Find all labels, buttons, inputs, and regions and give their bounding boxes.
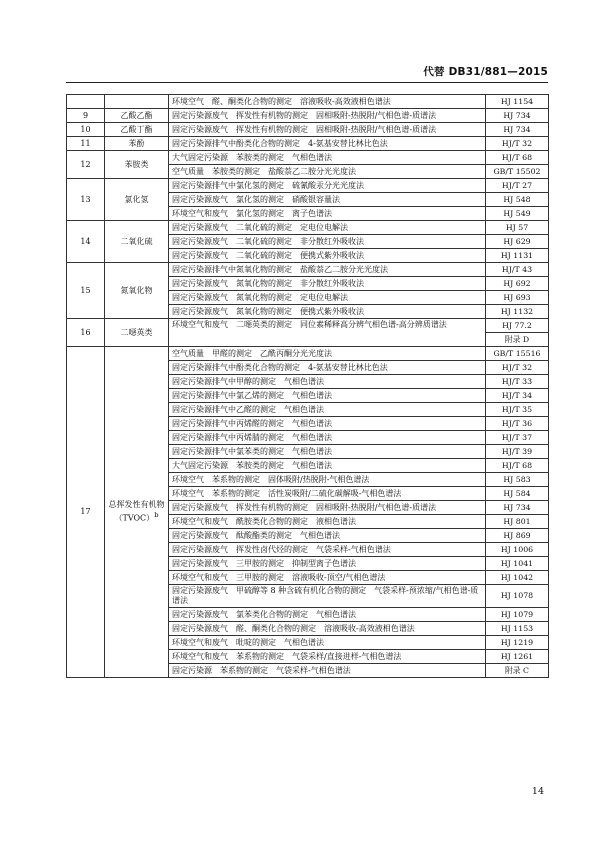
- standard-code: HJ/T 35: [486, 403, 549, 417]
- table-row: [67, 95, 549, 109]
- method-text: 固定污染源废气 二氧化硫的测定 便携式紫外吸收法: [169, 249, 486, 263]
- item-name: 二噁英类: [105, 319, 169, 347]
- standard-code: HJ 629: [486, 235, 549, 249]
- method-text: 环境空气 苯系物的测定 活性炭吸附/二硫化碳解吸-气相色谱法: [169, 487, 486, 501]
- method-text: 固定污染源排气中乙醛的测定 气相色谱法: [169, 403, 486, 417]
- table-row: [67, 123, 549, 137]
- standard-code: HJ 869: [486, 529, 549, 543]
- row-number: 13: [67, 179, 105, 221]
- method-text: 固定污染源废气 甲硫醇等 8 种含硫有机化合物的测定 气袋采样-预浓缩/气相色谱-质谱法: [169, 585, 486, 608]
- table-row: [67, 179, 549, 193]
- standard-code: HJ 1079: [486, 608, 549, 622]
- table-row: [67, 263, 549, 277]
- standard-code: HJ 1078: [486, 585, 549, 608]
- method-text: 固定污染源排气中甲醇的测定 气相色谱法: [169, 375, 486, 389]
- method-text: 环境空气和废气 二噁英类的测定 同位素稀释高分辨气相色谱-高分辨质谱法: [169, 319, 486, 347]
- standard-code: HJ 584: [486, 487, 549, 501]
- method-text: 固定污染源废气 二氧化硫的测定 非分散红外吸收法: [169, 235, 486, 249]
- row-number: 9: [67, 109, 105, 123]
- method-text: 固定污染源排气中丙烯醛的测定 气相色谱法: [169, 417, 486, 431]
- item-name: 苯胺类: [105, 151, 169, 179]
- method-text: 固定污染源废气 氯化氢的测定 硝酸银容量法: [169, 193, 486, 207]
- standard-code: 附录 C: [486, 664, 549, 678]
- standard-code: HJ 734: [486, 123, 549, 137]
- method-text: 固定污染源废气 氮氧化物的测定 非分散红外吸收法: [169, 277, 486, 291]
- method-text: 固定污染源 苯系物的测定 气袋采样-气相色谱法: [169, 664, 486, 678]
- standard-code: HJ/T 68: [486, 459, 549, 473]
- standard-code: HJ/T 32: [486, 137, 549, 151]
- standard-code: HJ 1042: [486, 571, 549, 585]
- page-number: 14: [531, 786, 544, 797]
- standard-code: HJ/T 34: [486, 389, 549, 403]
- method-text: 固定污染源废气 氯苯类化合物的测定 气相色谱法: [169, 608, 486, 622]
- standard-code: HJ 1154: [486, 95, 549, 109]
- method-text: 固定污染源排气中氯化氢的测定 硫氰酸汞分光光度法: [169, 179, 486, 193]
- item-name-text: 总挥发性有机物（TVOC）: [108, 500, 165, 523]
- standard-code: HJ/T 36: [486, 417, 549, 431]
- table-row: [67, 347, 549, 361]
- method-text: 固定污染源废气 氮氧化物的测定 便携式紫外吸收法: [169, 305, 486, 319]
- standard-code: HJ/T 39: [486, 445, 549, 459]
- header-rule: [66, 82, 548, 83]
- method-text: 固定污染源排气中氯苯类的测定 气相色谱法: [169, 445, 486, 459]
- row-number: 17: [67, 347, 105, 678]
- method-text: 固定污染源废气 二氧化硫的测定 定电位电解法: [169, 221, 486, 235]
- method-text: 大气固定污染源 苯胺类的测定 气相色谱法: [169, 151, 486, 165]
- method-text: 固定污染源排气中氯乙烯的测定 气相色谱法: [169, 389, 486, 403]
- row-number: 14: [67, 221, 105, 263]
- row-number: [67, 95, 105, 109]
- standard-code: HJ/T 32: [486, 361, 549, 375]
- method-text: 固定污染源废气 挥发性有机物的测定 固相吸附-热脱附/气相色谱-质谱法: [169, 501, 486, 515]
- method-text: 环境空气 醛、酮类化合物的测定 溶液吸收-高效液相色谱法: [169, 95, 486, 109]
- item-name: 氮氧化物: [105, 263, 169, 319]
- method-text: 固定污染源废气 酞酸酯类的测定 气相色谱法: [169, 529, 486, 543]
- method-text: 环境空气 苯系物的测定 固体吸附/热脱附-气相色谱法: [169, 473, 486, 487]
- table-row: [67, 221, 549, 235]
- standard-code: HJ 77.2: [486, 319, 549, 333]
- method-text: 大气固定污染源 苯胺类的测定 气相色谱法: [169, 459, 486, 473]
- footnote-mark: b: [154, 511, 159, 520]
- table-row: [67, 319, 549, 333]
- method-text: 环境空气和废气 三甲胺的测定 溶液吸收-顶空/气相色谱法: [169, 571, 486, 585]
- method-text: 固定污染源排气中氮氧化物的测定 盐酸萘乙二胺分光光度法: [169, 263, 486, 277]
- item-name: 二氧化硫: [105, 221, 169, 263]
- standard-code: HJ 692: [486, 277, 549, 291]
- method-text: 固定污染源排气中酚类化合物的测定 4-氨基安替比林比色法: [169, 137, 486, 151]
- standard-code: HJ/T 27: [486, 179, 549, 193]
- method-text: 固定污染源排气中丙烯腈的测定 气相色谱法: [169, 431, 486, 445]
- standard-code: HJ 1261: [486, 650, 549, 664]
- standard-code: HJ 734: [486, 501, 549, 515]
- method-text: 固定污染源废气 挥发性卤代烃的测定 气袋采样-气相色谱法: [169, 543, 486, 557]
- table-row: [67, 151, 549, 165]
- standard-code: HJ 549: [486, 207, 549, 221]
- method-text: 环境空气和废气 酰胺类化合物的测定 液相色谱法: [169, 515, 486, 529]
- method-text: 固定污染源废气 挥发性有机物的测定 固相吸附-热脱附/气相色谱-质谱法: [169, 109, 486, 123]
- table-row: [67, 137, 549, 151]
- standard-code: HJ/T 43: [486, 263, 549, 277]
- method-text: 固定污染源废气 挥发性有机物的测定 固相吸附-热脱附/气相色谱-质谱法: [169, 123, 486, 137]
- standard-code: HJ 583: [486, 473, 549, 487]
- item-name: [105, 95, 169, 109]
- method-table: [66, 94, 549, 678]
- standard-appendix: 附录 D: [486, 333, 549, 347]
- item-name: 氯化氢: [105, 179, 169, 221]
- standard-code: HJ 1219: [486, 636, 549, 650]
- item-name: 乙酸乙酯: [105, 109, 169, 123]
- row-number: 12: [67, 151, 105, 179]
- item-name-tvoc: [105, 347, 169, 678]
- method-text: 空气质量 甲醛的测定 乙酰丙酮分光光度法: [169, 347, 486, 361]
- standard-code: HJ 1131: [486, 249, 549, 263]
- standard-code: HJ 1132: [486, 305, 549, 319]
- standard-code: GB/T 15502: [486, 165, 549, 179]
- method-text: 环境空气和废气 吡啶的测定 气相色谱法: [169, 636, 486, 650]
- standard-code: HJ 548: [486, 193, 549, 207]
- standard-code: HJ 1006: [486, 543, 549, 557]
- row-number: 15: [67, 263, 105, 319]
- method-text: 固定污染源废气 醛、酮类化合物的测定 溶液吸收-高效液相色谱法: [169, 622, 486, 636]
- row-number: 16: [67, 319, 105, 347]
- standard-code: GB/T 15516: [486, 347, 549, 361]
- method-text: 固定污染源废气 氮氧化物的测定 定电位电解法: [169, 291, 486, 305]
- standard-code: HJ 1041: [486, 557, 549, 571]
- standard-code: HJ/T 33: [486, 375, 549, 389]
- standard-code: HJ 57: [486, 221, 549, 235]
- method-text: 固定污染源排气中酚类化合物的测定 4-氨基安替比林比色法: [169, 361, 486, 375]
- item-name: 乙酸丁酯: [105, 123, 169, 137]
- method-text: 环境空气和废气 氯化氢的测定 离子色谱法: [169, 207, 486, 221]
- standard-code: HJ 1153: [486, 622, 549, 636]
- standard-code: HJ 693: [486, 291, 549, 305]
- method-text: 环境空气和废气 苯系物的测定 气袋采样/直接进样-气相色谱法: [169, 650, 486, 664]
- standard-code: HJ/T 37: [486, 431, 549, 445]
- item-name: 苯酚: [105, 137, 169, 151]
- row-number: 10: [67, 123, 105, 137]
- method-text: 固定污染源废气 三甲胺的测定 抑制型离子色谱法: [169, 557, 486, 571]
- method-text: 空气质量 苯胺类的测定 盐酸萘乙二胺分光光度法: [169, 165, 486, 179]
- standard-code: HJ 801: [486, 515, 549, 529]
- row-number: 11: [67, 137, 105, 151]
- document-code-header: 代替 DB31/881—2015: [423, 66, 548, 78]
- standard-code: HJ/T 68: [486, 151, 549, 165]
- table-row: [67, 109, 549, 123]
- standard-code: HJ 734: [486, 109, 549, 123]
